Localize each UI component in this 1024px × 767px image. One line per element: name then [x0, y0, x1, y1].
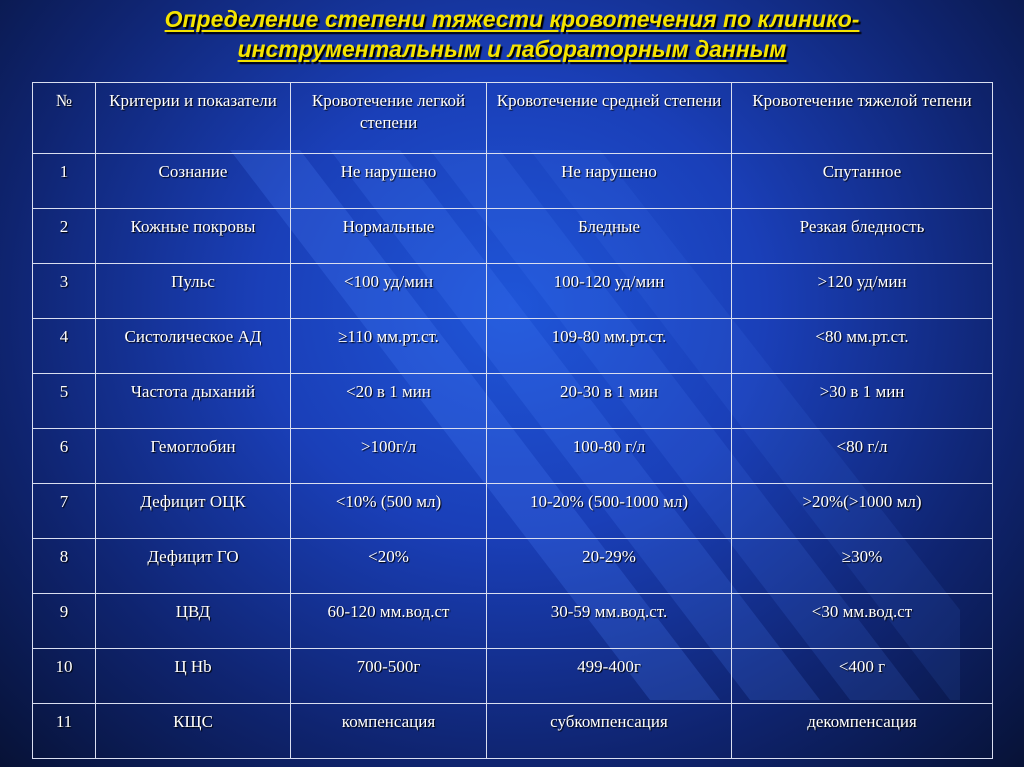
cell-criteria: Дефицит ОЦК — [96, 484, 291, 539]
cell-moderate: субкомпенсация — [487, 704, 732, 759]
cell-moderate: 109-80 мм.рт.ст. — [487, 319, 732, 374]
cell-number: 2 — [33, 209, 96, 264]
cell-mild: <100 уд/мин — [291, 264, 487, 319]
cell-criteria: Ц Hb — [96, 649, 291, 704]
cell-severe: <30 мм.вод.ст — [732, 594, 993, 649]
cell-criteria: Кожные покровы — [96, 209, 291, 264]
table-row — [33, 429, 993, 484]
cell-criteria: Пульс — [96, 264, 291, 319]
cell-criteria: ЦВД — [96, 594, 291, 649]
cell-number: 11 — [33, 704, 96, 759]
header-mild: Кровотечение легкой степени — [291, 83, 487, 154]
header-criteria: Критерии и показатели — [96, 83, 291, 154]
table-row — [33, 539, 993, 594]
cell-number: 10 — [33, 649, 96, 704]
cell-mild: >100г/л — [291, 429, 487, 484]
title-line-2: инструментальным и лабораторным данным — [237, 36, 787, 62]
cell-severe: декомпенсация — [732, 704, 993, 759]
cell-moderate: 100-120 уд/мин — [487, 264, 732, 319]
table-row — [33, 374, 993, 429]
cell-number: 7 — [33, 484, 96, 539]
cell-criteria: Частота дыханий — [96, 374, 291, 429]
cell-criteria: Систолическое АД — [96, 319, 291, 374]
table-row — [33, 704, 993, 759]
cell-severe: <400 г — [732, 649, 993, 704]
table-header-row — [33, 83, 993, 154]
cell-number: 4 — [33, 319, 96, 374]
cell-number: 9 — [33, 594, 96, 649]
cell-mild: ≥110 мм.рт.ст. — [291, 319, 487, 374]
cell-number: 6 — [33, 429, 96, 484]
table-row — [33, 154, 993, 209]
table-row — [33, 484, 993, 539]
cell-mild: <20 в 1 мин — [291, 374, 487, 429]
cell-severe: Спутанное — [732, 154, 993, 209]
cell-moderate: 20-29% — [487, 539, 732, 594]
bleeding-severity-table — [32, 82, 993, 759]
cell-mild: <10% (500 мл) — [291, 484, 487, 539]
cell-mild: Нормальные — [291, 209, 487, 264]
cell-number: 1 — [33, 154, 96, 209]
header-moderate: Кровотечение средней степени — [487, 83, 732, 154]
cell-moderate: 100-80 г/л — [487, 429, 732, 484]
cell-criteria: Дефицит ГО — [96, 539, 291, 594]
cell-number: 5 — [33, 374, 96, 429]
header-number: № — [33, 83, 96, 154]
table-row — [33, 594, 993, 649]
cell-number: 3 — [33, 264, 96, 319]
cell-mild: 60-120 мм.вод.ст — [291, 594, 487, 649]
cell-severe: Резкая бледность — [732, 209, 993, 264]
cell-severe: >30 в 1 мин — [732, 374, 993, 429]
cell-mild: <20% — [291, 539, 487, 594]
table-row — [33, 649, 993, 704]
header-severe: Кровотечение тяжелой тепени — [732, 83, 993, 154]
title-line-1: Определение степени тяжести кровотечения по клинико- — [164, 6, 860, 32]
cell-severe: <80 мм.рт.ст. — [732, 319, 993, 374]
cell-moderate: 20-30 в 1 мин — [487, 374, 732, 429]
cell-moderate: 10-20% (500-1000 мл) — [487, 484, 732, 539]
cell-moderate: 499-400г — [487, 649, 732, 704]
table-row — [33, 319, 993, 374]
page-title — [0, 4, 1024, 64]
cell-mild: Не нарушено — [291, 154, 487, 209]
cell-criteria: Сознание — [96, 154, 291, 209]
cell-criteria: КЩС — [96, 704, 291, 759]
cell-number: 8 — [33, 539, 96, 594]
cell-severe: >20%(>1000 мл) — [732, 484, 993, 539]
table-row — [33, 264, 993, 319]
cell-severe: >120 уд/мин — [732, 264, 993, 319]
cell-moderate: 30-59 мм.вод.ст. — [487, 594, 732, 649]
cell-severe: ≥30% — [732, 539, 993, 594]
cell-moderate: Не нарушено — [487, 154, 732, 209]
cell-moderate: Бледные — [487, 209, 732, 264]
cell-severe: <80 г/л — [732, 429, 993, 484]
table-row — [33, 209, 993, 264]
cell-mild: компенсация — [291, 704, 487, 759]
cell-criteria: Гемоглобин — [96, 429, 291, 484]
cell-mild: 700-500г — [291, 649, 487, 704]
